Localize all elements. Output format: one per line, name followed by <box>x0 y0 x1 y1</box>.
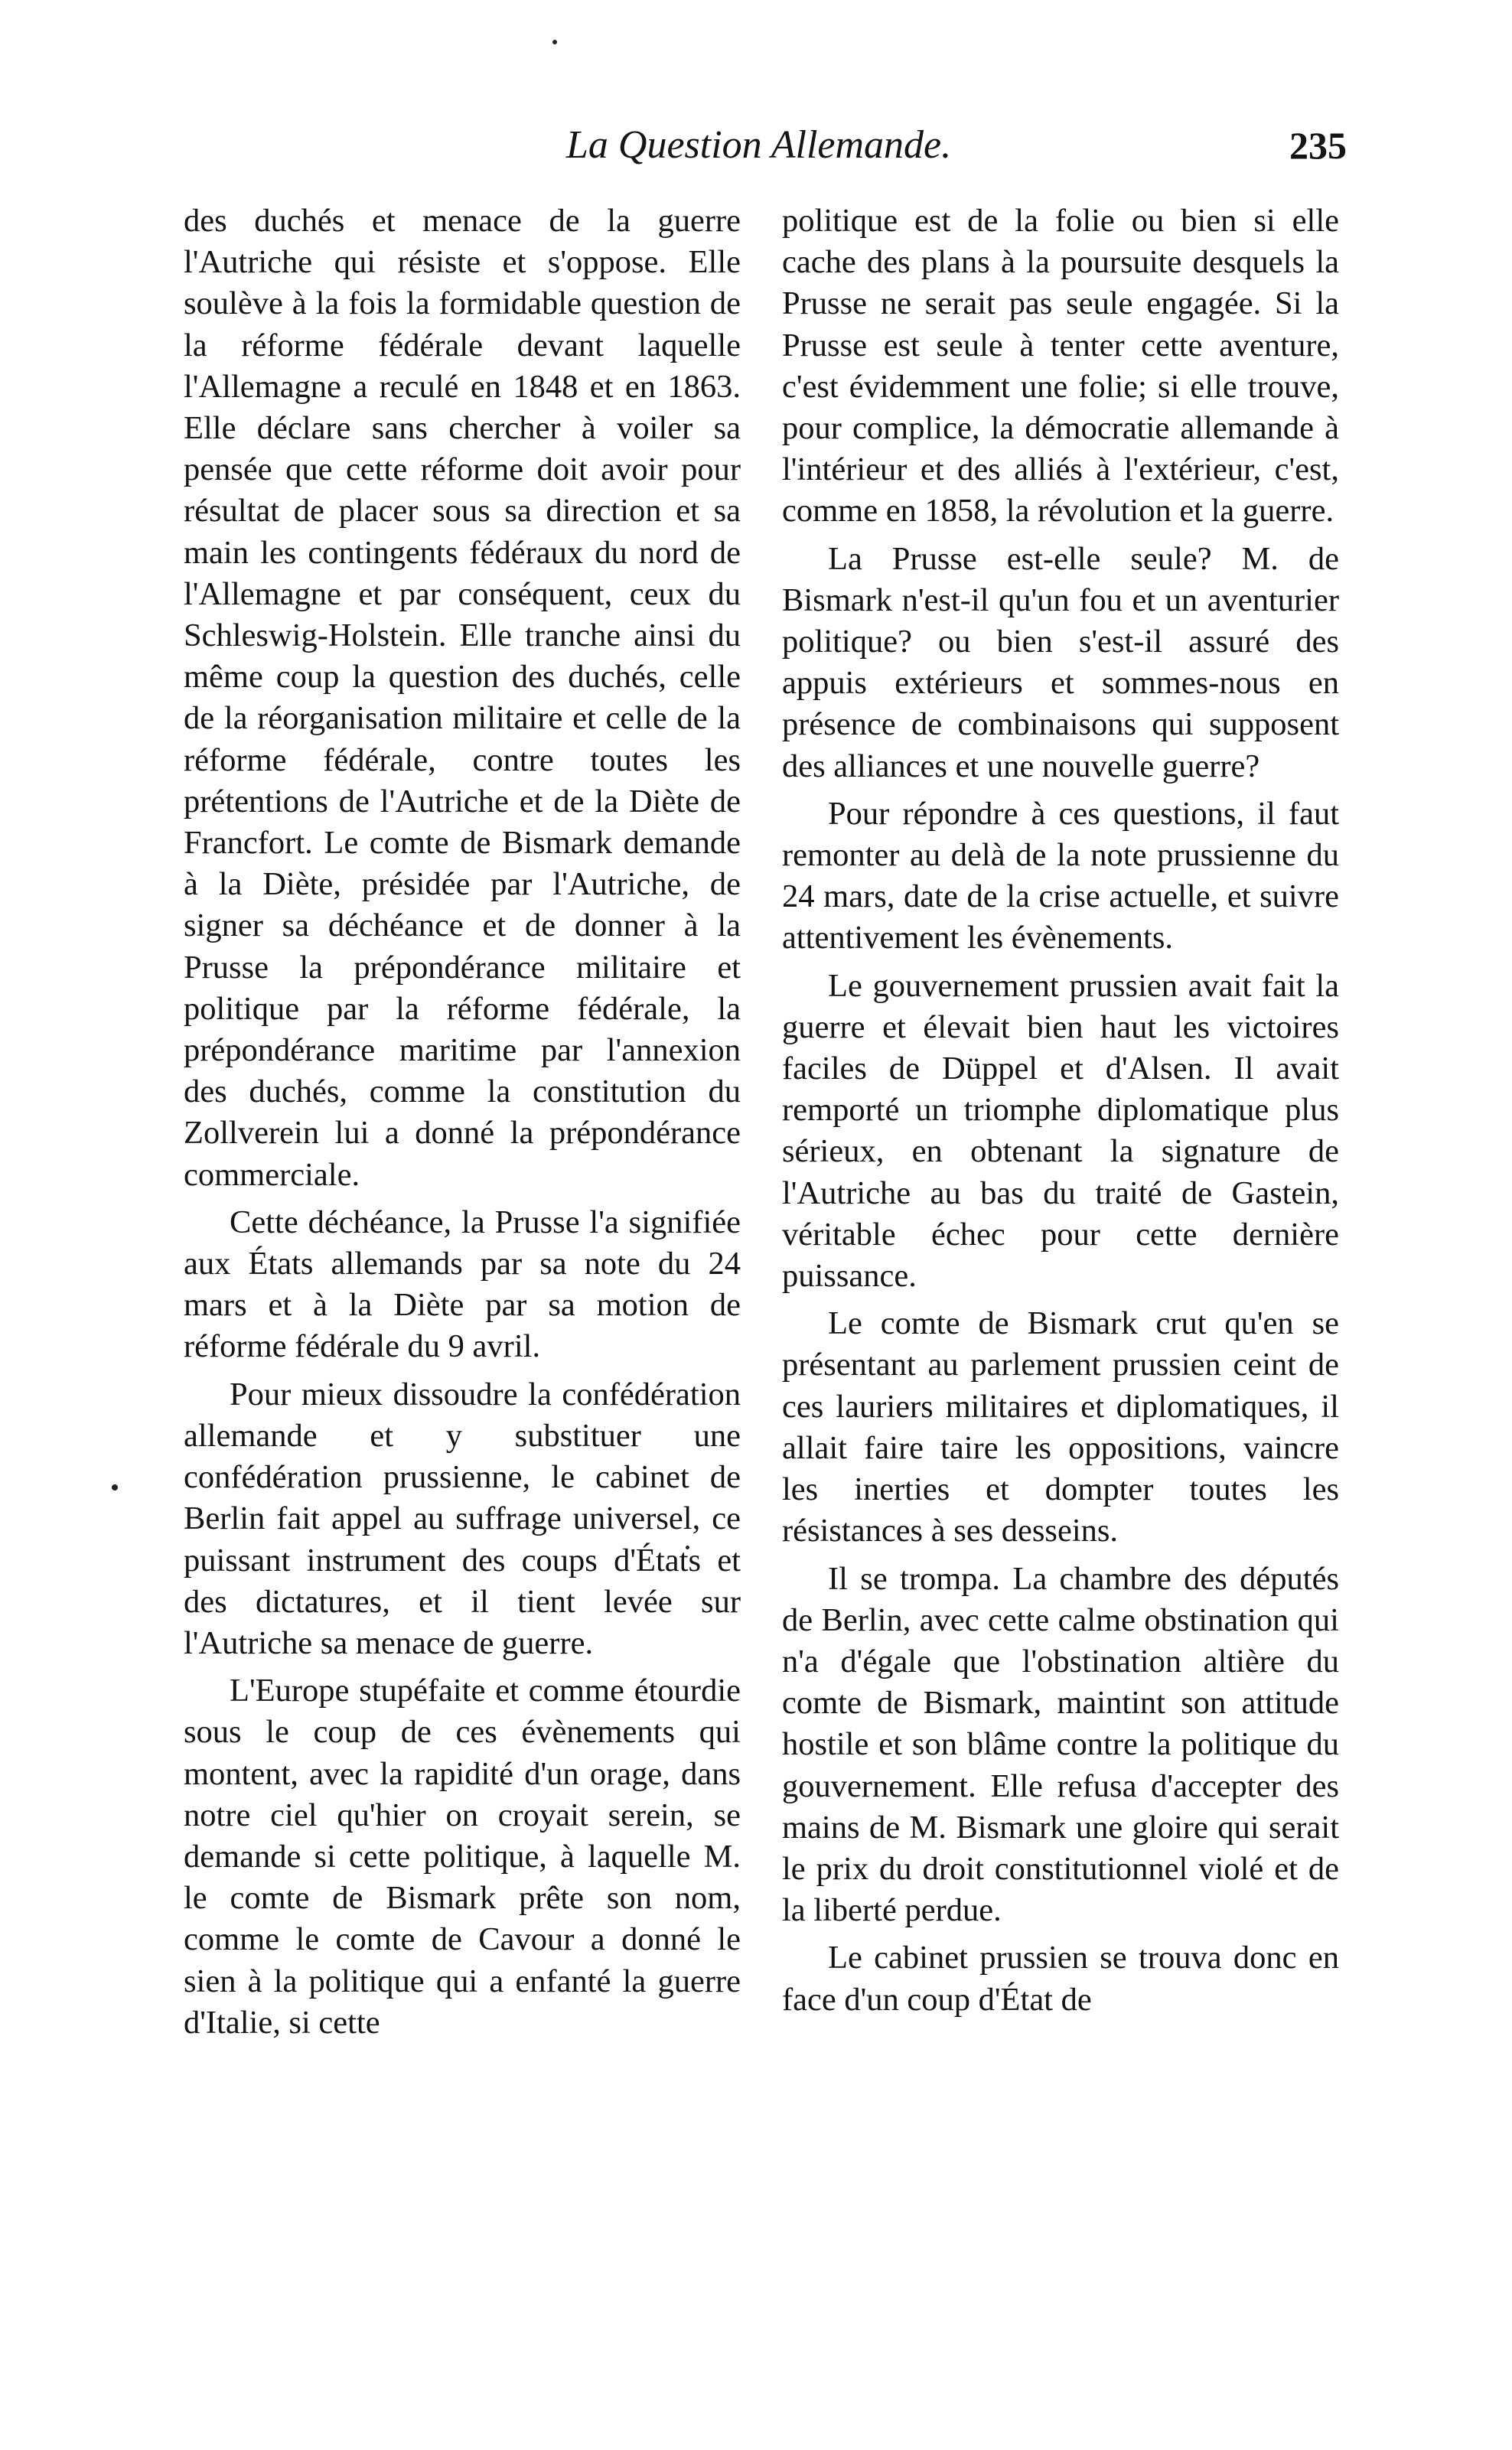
paragraph: Le gouvernement prussien avait fait la guerre et élevait bien haut les victoires faciles de Düppel et d'Alsen. Il avait remporté un triomphe diplomatique plus sérieux, en obtenant la signature de l'Autriche au bas du traité de Gastein, véritable échec pour cette dernière puissance. <box>782 967 1339 1295</box>
running-head <box>184 115 1347 176</box>
paragraph: Il se trompa. La chambre des députés de Berlin, avec cette calme obstination qui n'a d'égale que l'obstination altière du comte de Bismark, maintint son attitude hostile et son blâme contre la politique du gouvernement. Elle refusa d'accepter des mains de M. Bismark une gloire qui serait le prix du droit constitutionnel violé et de la liberté perdue. <box>782 1560 1339 1929</box>
paragraph: Pour mieux dissoudre la confédération allemande et y substituer une confédération prussienne, le cabinet de Berlin fait appel au suffrage universel, ce puissant instrument des coups d'États et des dictatures, et il tient levée sur l'Autriche sa menace de guerre. <box>184 1376 741 1661</box>
running-title: La Question Allemande. <box>566 123 952 167</box>
paragraph: Cette déchéance, la Prusse l'a signifiée aux États allemands par sa note du 24 mars et à la Diète par sa motion de réforme fédérale du 9 avril. <box>184 1204 741 1365</box>
ink-speck <box>552 40 557 44</box>
left-column <box>184 200 741 2044</box>
page-number: 235 <box>1289 124 1347 167</box>
paragraph: politique est de la folie ou bien si elle cache des plans à la poursuite desquels la Prusse ne serait pas seule engagée. Si la Prusse est seule à tenter cette aventure, c'est évidemment une folie; si elle trouve, pour complice, la démocratie allemande à l'intérieur et des alliés à l'extérieur, c'est, comme en 1858, la révolution et la guerre. <box>782 203 1339 529</box>
paragraph: Le cabinet prussien se trouva donc en face d'un coup d'État de <box>782 1940 1339 2018</box>
paragraph: La Prusse est-elle seule? M. de Bismark n'est-il qu'un fou et un aventurier politique? ou bien s'est-il assuré des appuis extérieurs et sommes-nous en présence de combinaisons qui supposent des alliances et une nouvelle guerre? <box>782 540 1339 784</box>
paragraph: des duchés et menace de la guerre l'Autriche qui résiste et s'oppose. Elle soulève à la fois la formidable question de la réforme fédérale devant laquelle l'Allemagne a reculé en 1848 et en 1863. Elle déclare sans chercher à voiler sa pensée que cette réforme doit avoir pour résultat de placer sous sa direction et sa main les contingents fédéraux du nord de l'Allemagne et par conséquent, ceux du Schleswig-Holstein. Elle tranche ainsi du même coup la question des duchés, celle de la réorganisation militaire et celle de la réforme fédérale, contre toutes les prétentions de l'Autriche et de la Diète de Francfort. Le comte de Bismark demande à la Diète, présidée par l'Autriche, de signer sa déchéance et de donner à la Prusse la prépondérance militaire et politique par la réforme fédérale, la prépondérance maritime par l'annexion des duchés, comme la constitution du Zollverein lui a donné la prépondérance commerciale. <box>184 203 741 1193</box>
paragraph: Le comte de Bismark crut qu'en se présentant au parlement prussien ceint de ces lauriers militaires et diplomatiques, il allait faire taire les oppositions, vaincre les inerties et dompter toutes les résistances à ses desseins. <box>782 1305 1339 1549</box>
paragraph: L'Europe stupéfaite et comme étourdie sous le coup de ces évènements qui montent, avec la rapidité d'un orage, dans notre ciel qu'hier on croyait serein, se demande si cette politique, à laquelle M. le comte de Bismark prête son nom, comme le comte de Cavour a donné le sien à la politique qui a enfanté la guerre d'Italie, si cette <box>184 1673 741 2041</box>
paragraph: Pour répondre à ces questions, il faut remonter au delà de la note prussienne du 24 mars, date de la crise actuelle, et suivre attentivement les évènements. <box>782 795 1339 956</box>
right-column <box>782 200 1339 2021</box>
ink-speck <box>112 1484 118 1491</box>
